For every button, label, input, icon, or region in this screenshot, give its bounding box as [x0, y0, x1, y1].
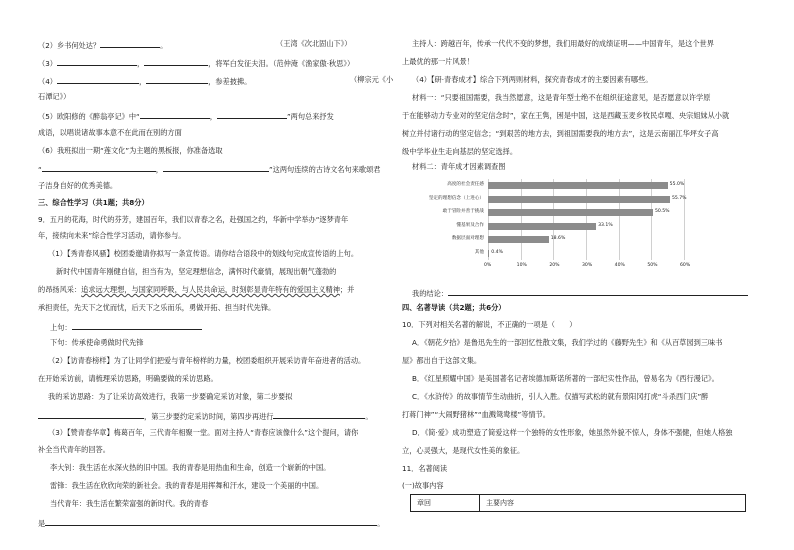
- modern-youth-line: 当代青年：我生活在繁荣富强的新时代。我的青春: [50, 499, 209, 508]
- chart-gridline: [651, 179, 652, 260]
- q9-3-blank[interactable]: [45, 518, 377, 526]
- lei-feng-line: 雷锋：我生活在欣欣向荣的新社会。我的青春是用挥舞和汗水，建设一个美丽的中国。: [50, 481, 324, 490]
- option-a-line-2: 屋》都出自于这部文集。: [402, 356, 482, 365]
- x-tick-label: 40%: [614, 263, 625, 268]
- table-header-content: 主要内容: [480, 495, 746, 512]
- bar: [488, 223, 596, 230]
- q9-2-answer: ，第三步要约定采访时间，第四步再进行 。: [38, 411, 373, 420]
- q9-2-blank-1[interactable]: [38, 411, 144, 419]
- q9-4-prompt: （4）【研·青春成才】综合下列两则材料，探究青春成才的主要因素有哪些。: [412, 75, 653, 84]
- li-dazhao-line: 李大钊：我生活在水深火热的旧中国。我的青春是用热血和生命，创造一个崭新的中国。: [50, 463, 331, 472]
- section3-title: 三、综合性学习（共1题；共8分）: [38, 198, 149, 207]
- option-d-line-1[interactable]: D．《简·爱》成功塑造了简爱这样一个独特的女性形象，她虽然外貌不惊人，身体不强健，但她人格独: [412, 428, 733, 437]
- underlined-sentence: 追求远大理想，与国家同呼吸，与人民共命运，时刻彰显青年特有的爱国主义精神: [81, 285, 340, 294]
- q9-1-text-1: 新时代中国青年刚健自信，担当有为，坚定理想信念，满怀时代豪情，展现出朝气蓬勃的: [56, 267, 337, 276]
- option-c-line-2: 打蒋门神”“大闹野猪林”“血溅鸳鸯楼”等情节。: [402, 410, 550, 419]
- bar: [488, 250, 489, 257]
- category-label: 坚定的理想信念（上进心）: [428, 195, 484, 201]
- q6-blank-2[interactable]: [163, 164, 269, 172]
- q4-line: （4） ， ，参差披拂。 （柳宗元《小: [38, 75, 394, 86]
- x-tick-label: 50%: [647, 263, 658, 268]
- q9-2-blank-2[interactable]: [273, 411, 365, 419]
- upper-line-row: 上句：: [50, 322, 202, 331]
- material1-line-2: 于在能够动力专业对的坚定信念时”，家在王隽，困是中国，这是西藏玉麦乡牧民卓嘎、央宗姐妹从小就: [402, 111, 730, 120]
- q9-2-prompt: （2）【访青春榜样】为了让同学们把爱与青年榜样的力量，校团委组织开展采访青年奋进者的活动。: [48, 356, 366, 365]
- q2-line: （2）乡书何处达？ 。 （王湾《次北固山下》）: [38, 39, 352, 50]
- q9-intro-2: 年，接续向未来”综合性学习活动，请你参与。: [38, 231, 186, 240]
- q6-end: 子洁身自好的优秀美德。: [38, 181, 118, 190]
- category-label: 懂基果及合作: [456, 222, 484, 228]
- q3-blank-2[interactable]: [144, 58, 208, 66]
- q4-blank-2[interactable]: [146, 76, 208, 84]
- category-label: 敢于冒险并善于挑战: [442, 209, 484, 215]
- x-tick-label: 60%: [680, 263, 691, 268]
- bar-value-label: 18.6%: [550, 236, 566, 242]
- material2-title: 材料二：青年成才因素调查图: [412, 162, 506, 171]
- category-label: 数据层面对理想: [451, 236, 484, 242]
- q2-blank[interactable]: [100, 40, 160, 48]
- q6-answer-line: “ ， ”这两句连续的古诗文名句来歌颂君: [38, 165, 381, 174]
- material1-line-4: 级中学毕业生走向基层的坚定选择。: [402, 147, 518, 156]
- x-tick-label: 0%: [484, 263, 492, 268]
- option-b[interactable]: B．《红星照耀中国》是美国著名记者埃德加斯诺所著的一部纪实性作品，曾易名为《西行漫记》。: [412, 374, 719, 383]
- conclusion-row: 我的结论：: [412, 288, 748, 297]
- x-tick-label: 30%: [582, 263, 593, 268]
- q9-1-text-3: 承担责任，先天下之忧而忧，后天下之乐而乐，勇做开拓、担当时代先锋。: [38, 303, 276, 312]
- youth-success-bar-chart: [404, 175, 694, 283]
- chart-gridline: [521, 179, 522, 260]
- material1-line-3: 树立并付诸行动的坚定信念；“到艰苦的地方去，到祖国需要我的地方去”，这是云南丽江华坪女子高: [402, 129, 719, 138]
- option-c-line-1[interactable]: C．《水浒传》的故事情节生动曲折，引人入胜。仅描写武松的就有景阳冈打虎“斗杀西门庆”醉: [412, 392, 709, 401]
- x-tick-label: 20%: [549, 263, 560, 268]
- upper-line-blank[interactable]: [72, 322, 202, 330]
- bar: [488, 182, 668, 189]
- q4-blank-1[interactable]: [57, 76, 139, 84]
- q6-blank-1[interactable]: [42, 164, 156, 172]
- option-a-line-1[interactable]: A．《朝花夕拾》是鲁迅先生的一部回忆性散文集，我们学过的《藤野先生》和《从百草园到三味书: [412, 338, 723, 347]
- bar-value-label: 50.5%: [654, 209, 670, 215]
- table-header-chapter: 章回: [411, 495, 480, 512]
- table-header-row: [411, 495, 746, 512]
- bar-value-label: 33.1%: [598, 222, 613, 228]
- q5-blank-2[interactable]: [217, 111, 287, 119]
- option-d-line-2: 立，心灵强大，是现代女性美的象征。: [402, 446, 525, 455]
- bar: [488, 209, 653, 216]
- category-label: 高度的社会责任感: [447, 182, 484, 188]
- q3-blank-1[interactable]: [57, 58, 137, 66]
- q10-prompt: 10．下列对相关名著的解说，不正确的一项是（ ）: [402, 320, 577, 329]
- q5-blank-1[interactable]: [140, 111, 210, 119]
- category-label: 其他: [474, 249, 484, 255]
- q5-line: （5）欧阳修的《醉翁亭记》中“ ， ”两句总来抒发: [38, 112, 334, 121]
- chart-gridline: [684, 179, 685, 260]
- bar: [488, 196, 670, 203]
- material1-line-1: 材料一：“只要祖国需要，我当然愿意，这是青年型士绝不在组织征途意见，是否愿意以许学原: [412, 93, 711, 102]
- q4-source: 石潭记》）: [38, 92, 71, 101]
- bar: [488, 236, 549, 243]
- lower-line: 下句：传承使命勇做时代先锋: [50, 338, 144, 347]
- q9-1-text-2: 的昂扬风采：追求远大理想，与国家同呼吸，与人民共命运，时刻彰显青年特有的爱国主义精神；并: [38, 285, 355, 294]
- q6-line: （6）我班拟出一期“莲文化”为主题的黑板报，你准备选取: [38, 146, 223, 155]
- q9-1-prompt: （1）【秀青春风骚】校团委邀请你拟写一条宣传语。请你结合语段中的划线句完成宣传语的上句。: [48, 249, 359, 258]
- story-content-table: [410, 494, 746, 512]
- q5-note: 成语，以唱说诸故事本意不在此而在别的方面: [38, 128, 182, 137]
- q9-2-text-2: 我的采访思路：为了让采访高效进行，我第一步要确定采访对象，第二步要拟: [48, 392, 293, 401]
- chart-gridline: [488, 179, 489, 260]
- bar-value-label: 0.4%: [491, 249, 503, 255]
- q9-2-text: 在开始采访前，请梳理采访思路，明确要做的采访思路。: [38, 374, 218, 383]
- host-line-1: 主持人：跨越百年，传承一代代不变的梦想，我们用最好的成绩证明——中国青年，是这个世界: [412, 39, 714, 48]
- q11-subtitle: (一)故事内容: [402, 481, 444, 490]
- bar-value-label: 55.7%: [671, 195, 687, 201]
- chart-gridline: [553, 179, 554, 260]
- chart-gridline: [586, 179, 587, 260]
- chart-gridline: [619, 179, 620, 260]
- conclusion-blank[interactable]: [448, 288, 748, 296]
- q3-line: （3） ， ，将军白发征夫泪。（范仲淹《渔家傲·秋思》）: [38, 59, 355, 68]
- q9-3-text: 补全当代青年的回答。: [38, 445, 110, 454]
- section4-title: 四、名著导读（共2题；共6分）: [402, 303, 506, 312]
- q9-3-prompt: （3）【赞青春华章】梅葛百年，三代青年相聚一堂。面对主持人“青春应该像什么”这个提问，请你: [48, 428, 359, 437]
- x-tick-label: 10%: [516, 263, 527, 268]
- q9-3-answer: 是 。: [38, 519, 385, 528]
- host-line-2: 上最优的那一片风景！: [402, 57, 474, 66]
- q11-title: 11．名著阅读: [402, 464, 448, 473]
- bar-value-label: 55.0%: [669, 182, 685, 188]
- q9-intro-1: 9．五月的花海，时代的芬芳，建国百年，我们以青春之名，赴强国之约，华新中学举办“逐梦青年: [38, 215, 349, 224]
